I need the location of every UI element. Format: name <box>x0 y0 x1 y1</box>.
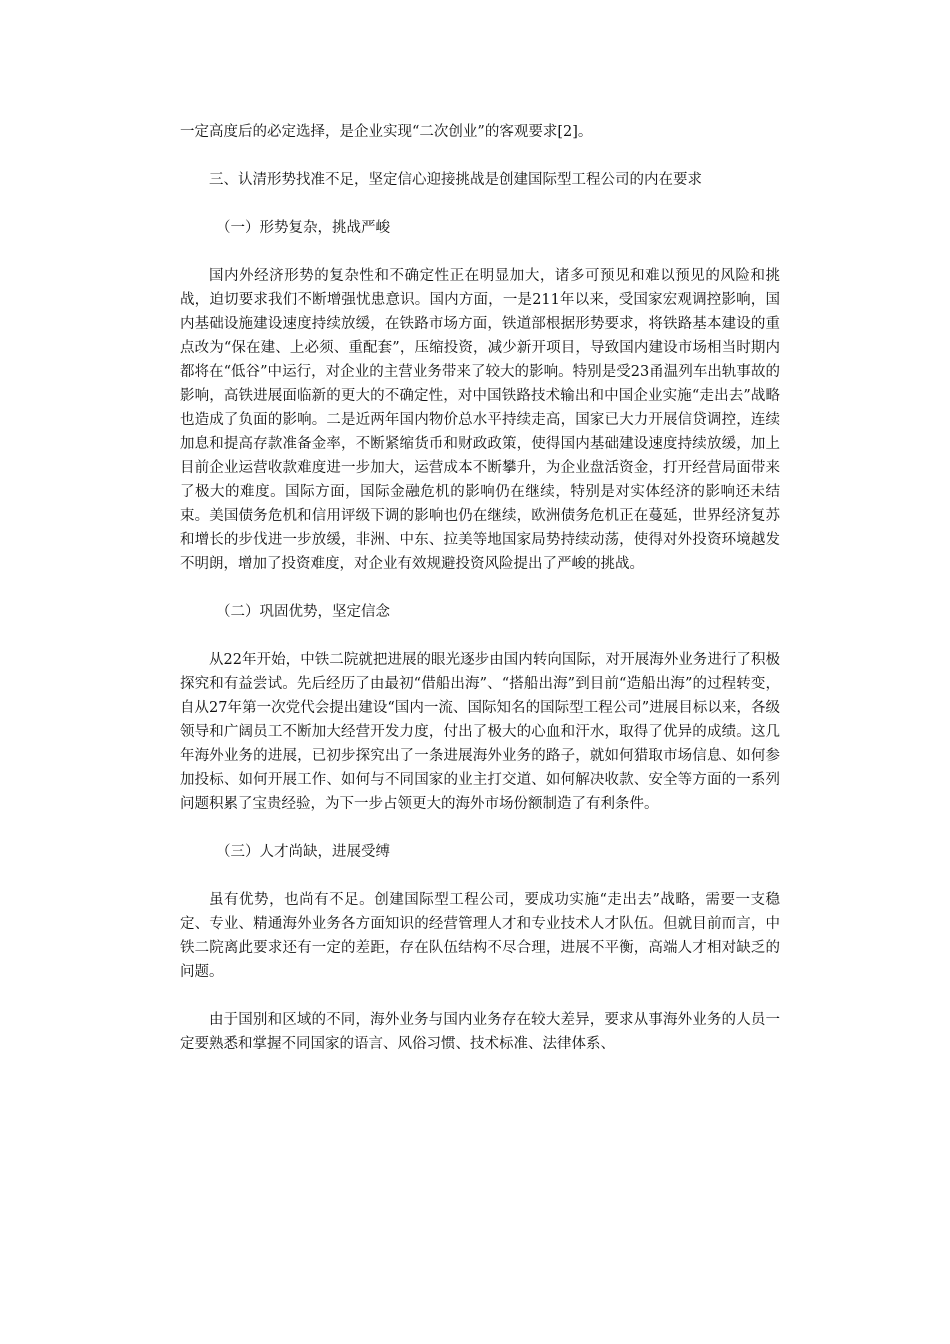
paragraph-continuation: 一定高度后的必定选择，是企业实现“二次创业”的客观要求[2]。 <box>180 124 593 140</box>
subheading-one: （一）形势复杂，挑战严峻 <box>216 220 390 236</box>
paragraph-talent: 虽有优势，也尚有不足。创建国际型工程公司，要成功实施“走出去”战略，需要一支稳定、专业、精通海外业务各方面知识的经营管理人才和专业技术人才队伍。但就目前而言，中铁二院离此要求还有一定的差距，存在队伍结构不尽合理，进展不平衡，高端人才相对缺乏的问题。 <box>180 892 780 980</box>
subheading-three: （三）人才尚缺，进展受缚 <box>216 844 390 860</box>
paragraph-advantages: 从22年开始，中铁二院就把进展的眼光逐步由国内转向国际，对开展海外业务进行了积极探究和有益尝试。先后经历了由最初“借船出海”、“搭船出海”到目前“造船出海”的过程转变，自从27年第一次党代会提出建设“国内一流、国际知名的国际型工程公司”进展目标以来，各级领导和广阔员工不断加大经营开发力度，付出了极大的心血和汗水，取得了优异的成绩。这几年海外业务的进展，已初步探究出了一条进展海外业务的路子，就如何猎取市场信息、如何参加投标、如何开展工作、如何与不同国家的业主打交道、如何解决收款、安全等方面的一系列问题积累了宝贵经验，为下一步占领更大的海外市场份额制造了有利条件。 <box>180 652 780 812</box>
paragraph-differences: 由于国别和区域的不同，海外业务与国内业务存在较大差异，要求从事海外业务的人员一定要熟悉和掌握不同国家的语言、风俗习惯、技术标准、法律体系、 <box>180 1012 780 1052</box>
document-page <box>180 120 780 1056</box>
paragraph-situation: 国内外经济形势的复杂性和不确定性正在明显加大，诸多可预见和难以预见的风险和挑战，迫切要求我们不断增强忧患意识。国内方面，一是211年以来，受国家宏观调控影响，国内基础设施建设速度持续放缓，在铁路市场方面，铁道部根据形势要求，将铁路基本建设的重点改为“保在建、上必须、重配套”，压缩投资，减少新开项目，导致国内建设市场相当时期内都将在“低谷”中运行，对企业的主营业务带来了较大的影响。特别是受23甬温列车出轨事故的影响，高铁进展面临新的更大的不确定性，对中国铁路技术输出和中国企业实施“走出去”战略也造成了负面的影响。二是近两年国内物价总水平持续走高，国家已大力开展信贷调控，连续加息和提高存款准备金率，不断紧缩货币和财政政策，使得国内基础建设速度持续放缓，加上目前企业运营收款难度进一步加大，运营成本不断攀升，为企业盘活资金，打开经营局面带来了极大的难度。国际方面，国际金融危机的影响仍在继续，特别是对实体经济的影响还未结束。美国债务危机和信用评级下调的影响也仍在继续，欧洲债务危机正在蔓延，世界经济复苏和增长的步伐进一步放缓，非洲、中东、拉美等地国家局势持续动荡，使得对外投资环境越发不明朗，增加了投资难度，对企业有效规避投资风险提出了严峻的挑战。 <box>180 268 780 572</box>
subheading-two: （二）巩固优势，坚定信念 <box>216 604 390 620</box>
section-heading-three: 三、认清形势找准不足，坚定信心迎接挑战是创建国际型工程公司的内在要求 <box>209 172 702 188</box>
